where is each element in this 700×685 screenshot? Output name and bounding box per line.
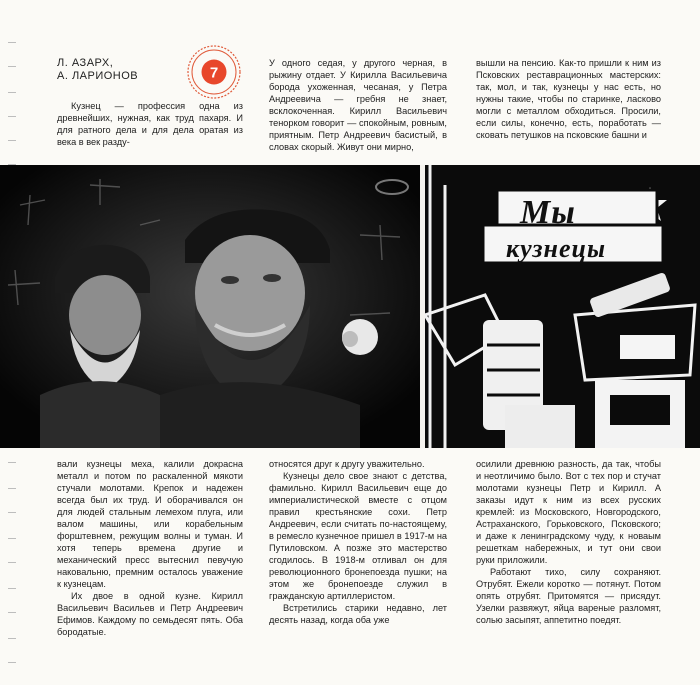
- author-byline: [57, 57, 138, 83]
- column-bottom-3: [476, 458, 661, 626]
- column-top-2: [269, 57, 447, 153]
- paragraph: вали кузнецы меха, калили докрасна металл и потом по раскаленной мякоти стучали молотами. Крепок и надежен всегда был их труд. И оборачивался он для людей стальным лемехом плуга, или валом машины, или корабельным форштевнем, режущим волны и туман. И хотя теперь времена другие и механический пресс вытеснил певучую наковальню, премним осталось уважение к кузнецам.: [57, 459, 243, 589]
- paragraph: Встретились старики недавно, лет десять назад, когда оба уже: [269, 603, 447, 625]
- column-bottom-1: [57, 458, 243, 638]
- author-2: А. ЛАРИОНОВ: [57, 70, 139, 82]
- blacksmiths-photo: [0, 165, 420, 448]
- paragraph: вышли на пенсию. Как-то пришли к ним из Псковских реставрационных мастерских: так, мол, и так, кузнецы у нас есть, но нужны такие, чтобы по старинке, ласково могли с металлом обходиться. Просили, если силы, конечно, есть, поработать — сковать петушков на псковские башни и: [476, 58, 661, 140]
- page-number-badge: [186, 44, 242, 100]
- author-1: Л. АЗАРХ,: [57, 57, 114, 69]
- paragraph: относятся друг к другу уважительно.: [269, 459, 425, 469]
- title-line-1: Мы: [520, 194, 576, 231]
- paragraph: Кузнецы дело свое знают с детства, фамильно. Кирилл Васильевич еще до империалистической вместе с отцом правил крестьянские сохи. Петр Андреевич, если считать по-настоящему, в ремесло кузнечное пришел в 1917-м на Путиловском. А позже это мастерство сгодилось. В 1918-м отливал он для революционного бронепоезда пушки; на этом же бронепоезде служил в гражданскую артиллеристом.: [269, 471, 447, 601]
- column-top-3: [476, 57, 661, 141]
- paragraph: Работают тихо, силу сохраняют. Отрубят. Ежели коротко — потянут. Потом опять отрубят. Притомятся — присядут. Узелки развяжут, яйца вареные разломят, солью засыпят, аппетитно поедят.: [476, 567, 661, 625]
- paragraph: Кузнец — профессия одна из древнейших, нужная, как труд пахаря. И для ратного дела и для дела оратая из века в век разду-: [57, 101, 243, 147]
- page-number: 7: [209, 64, 219, 82]
- paragraph: Их двое в одной кузне. Кирилл Васильевич Васильев и Петр Андреевич Ефимов. Каждому по семьдесят пять. Оба бородатые.: [57, 591, 243, 637]
- paragraph: осилили древнюю разность, да так, чтобы и неотличимо было. Вот с тех пор и стучат молотами кузнецы Петр и Кирилл. А заказы идут к ним из всех русских кремлей: из Московского, Новгородского, Астраханского, Горьковского, Псковского; и даже к ленинградскому чуду, к новаым решеткам набережных, и тут они свои руки приложили.: [476, 459, 661, 565]
- column-bottom-2: [269, 458, 447, 626]
- title-line-2: кузнецы: [506, 234, 606, 263]
- column-top-1: [57, 100, 243, 148]
- paragraph: У одного седая, у другого черная, в рыжину отдает. У Кирилла Васильевича борода ухоженная, чесаная, у Петра Андреевича — гребня не знает, всклокоченная. Кирилл Васильевич тенорком говорит — спокойным, ровным, приятным. Петр Андреевич басистый, в словах скорый. Живут они мирно,: [269, 58, 447, 152]
